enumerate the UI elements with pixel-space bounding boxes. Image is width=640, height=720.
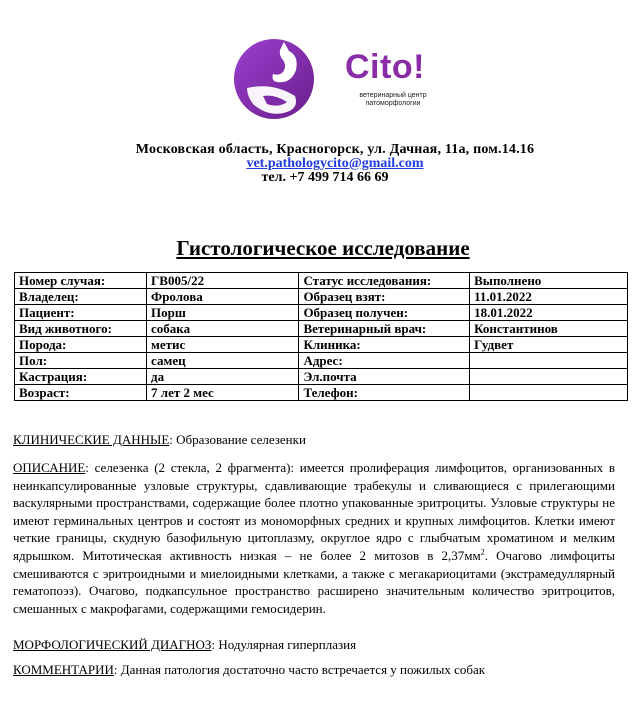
table-cell: Телефон:: [299, 385, 470, 401]
table-cell: Возраст:: [15, 385, 147, 401]
logo: [233, 38, 433, 120]
brand-subtitle-line-1: ветеринарный центр: [359, 92, 427, 99]
table-cell: [470, 385, 628, 401]
table-row: [15, 337, 628, 353]
table-cell: [470, 353, 628, 369]
table-cell: Гудвет: [470, 337, 628, 353]
table-row: [15, 321, 628, 337]
table-cell: [470, 369, 628, 385]
comments-label: КОММЕНТАРИИ: [13, 662, 114, 677]
table-row: [15, 369, 628, 385]
case-info-table: [14, 272, 628, 401]
clinical-data-label: КЛИНИЧЕСКИЕ ДАННЫЕ: [13, 432, 170, 447]
table-cell: Выполнено: [470, 273, 628, 289]
description-text: : селезенка (2 стекла, 2 фрагмента): имеется пролиферация лимфоцитов, организованных в неинкапсулированные узловые структуры, сдавливающие трабекулы и сливающиеся с прилегающими васкулярными пространствами, содержащие более плотно упакованные эритроциты. Узловые структуры не имеют герминальных центров и состоят из мономорфных средних и крупных лимфоцитов. Клетки имеют четкие границы, скудную базофильную цитоплазму, округлое ядро с глыбчатым хроматином и мелким ядрышком. Митотическая активность низкая – не более 2 митозов в 2,37мм: [13, 460, 615, 563]
table-cell: метис: [147, 337, 299, 353]
table-cell: 7 лет 2 мес: [147, 385, 299, 401]
brand-name: Cito!: [345, 48, 425, 86]
table-cell: Эл.почта: [299, 369, 470, 385]
diagnosis-text: : Нодулярная гиперплазия: [211, 637, 357, 652]
comments-text: : Данная патология достаточно часто встречается у пожилых собак: [113, 662, 486, 677]
table-row: [15, 289, 628, 305]
table-cell: Вид животного:: [15, 321, 147, 337]
brand-subtitle-line-2: патоморфологии: [365, 100, 421, 107]
table-cell: Образец получен:: [299, 305, 470, 321]
table-cell: Кастрация:: [15, 369, 147, 385]
diagnosis-section: [13, 636, 615, 654]
table-cell: Ветеринарный врач:: [299, 321, 470, 337]
clinical-data-text: : Образование селезенки: [169, 432, 306, 447]
description-section: [13, 459, 615, 617]
table-row: [15, 305, 628, 321]
table-cell: Номер случая:: [15, 273, 147, 289]
clinic-email-link[interactable]: vet.pathologycito@gmail.com: [246, 156, 424, 171]
table-cell: Порода:: [15, 337, 147, 353]
clinic-phone: тел. +7 499 714 66 69: [261, 170, 389, 185]
diagnosis-label: МОРФОЛОГИЧЕСКИЙ ДИАГНОЗ: [13, 637, 212, 652]
table-cell: да: [147, 369, 299, 385]
cat-logo-icon: [233, 38, 315, 120]
table-cell: Владелец:: [15, 289, 147, 305]
table-cell: 18.01.2022: [470, 305, 628, 321]
description-superscript: 2: [480, 547, 485, 557]
table-cell: Пациент:: [15, 305, 147, 321]
table-cell: Константинов: [470, 321, 628, 337]
table-cell: 11.01.2022: [470, 289, 628, 305]
table-cell: Образец взят:: [299, 289, 470, 305]
description-label: ОПИСАНИЕ: [13, 460, 86, 475]
description-text-continued: . Очагово лимфоциты смешиваются с эритроидными и миелоидными клетками, а также с мегакариоцитами (экстрамедуллярный гематопоэз). Очагово, подкапсульное пространство расширено значительным количество эритроцитов, смешанных с макрофагами, содержащими гемосидерин.: [13, 547, 615, 616]
comments-section: [13, 661, 615, 679]
table-cell: Фролова: [147, 289, 299, 305]
table-cell: Клиника:: [299, 337, 470, 353]
brand-subtitle: [349, 92, 437, 108]
clinical-data-section: [13, 431, 615, 449]
table-cell: самец: [147, 353, 299, 369]
table-cell: ГВ005/22: [147, 273, 299, 289]
table-cell: Порш: [147, 305, 299, 321]
document-title: Гистологическое исследование: [176, 236, 470, 260]
table-cell: Адрес:: [299, 353, 470, 369]
clinic-address: Московская область, Красногорск, ул. Дачная, 11а, пом.14.16: [135, 142, 535, 157]
table-cell: Пол:: [15, 353, 147, 369]
table-cell: Статус исследования:: [299, 273, 470, 289]
table-cell: собака: [147, 321, 299, 337]
table-row: [15, 353, 628, 369]
table-row: [15, 273, 628, 289]
table-row: [15, 385, 628, 401]
